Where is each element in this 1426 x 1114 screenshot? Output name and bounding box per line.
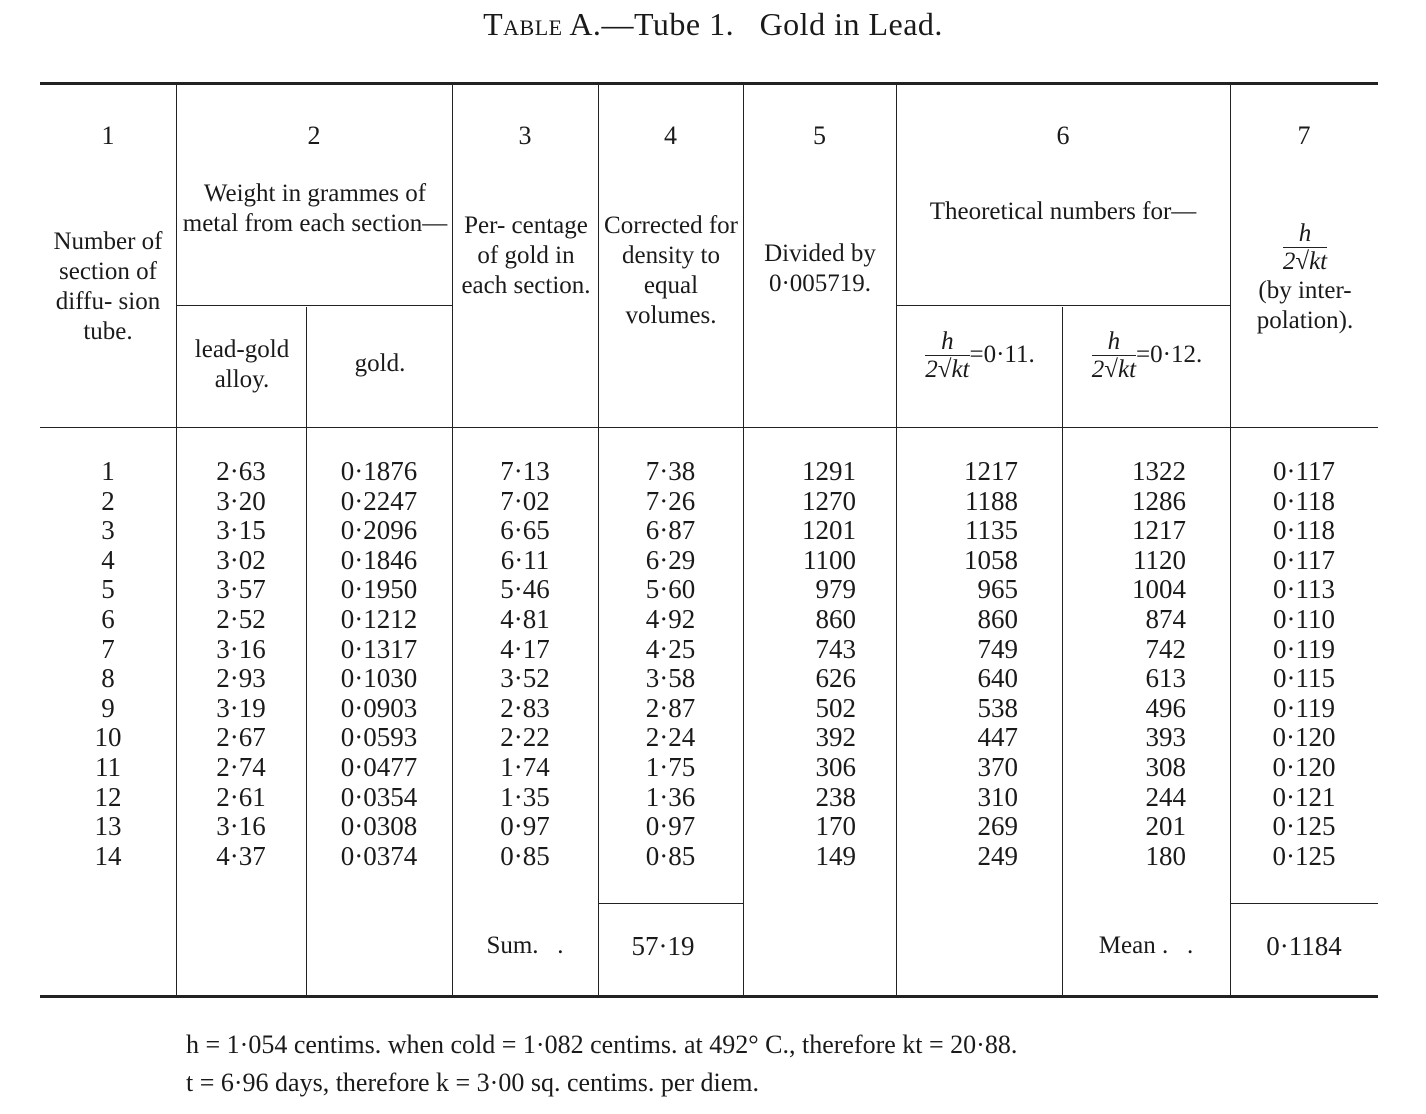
column-theoretical-012-cell: 496 (1145, 692, 1186, 723)
column-percentage-cell: 0·97 (500, 811, 550, 842)
column-gold-cell: 0·1876 (340, 456, 418, 486)
col-number-3: 3 (518, 121, 532, 150)
column-divided-cell: 238 (815, 781, 856, 812)
column-corrected-cell: 4·92 (645, 603, 696, 634)
sum-value: 57·19 (631, 931, 695, 961)
column-theoretical-011-cell: 269 (977, 811, 1018, 842)
subheader-rule (176, 305, 452, 306)
fraction-h-over-2-root-kt (925, 329, 969, 384)
column-section-cell: 12 (94, 781, 122, 812)
mean-label: Mean . . (1098, 932, 1194, 959)
column-gold-cell: 0·1846 (340, 544, 418, 575)
column-alloy-cell: 3·16 (216, 811, 266, 842)
table-label: Table A. (483, 6, 602, 42)
column-alloy-cell: 2·61 (216, 781, 266, 812)
column-percentage-cell: 2·83 (500, 692, 550, 723)
column-percentage-cell: 7·02 (500, 485, 550, 516)
interpolation-note: (by inter- polation). (1256, 277, 1354, 334)
column-gold-cell: 0·2247 (340, 485, 418, 516)
column-theoretical-012-cell: 201 (1145, 811, 1186, 842)
column-percentage-cell: 2·22 (500, 722, 550, 753)
column-theoretical-011-cell: 1058 (964, 544, 1018, 575)
column-interpolation-cell: 0·120 (1272, 722, 1336, 753)
column-corrected-cell: 5·60 (645, 574, 696, 605)
fraction-numerator: h (1298, 220, 1312, 247)
column-interpolation-cell: 0·121 (1272, 781, 1336, 812)
column-alloy-cell: 2·67 (216, 722, 266, 753)
column-alloy-cell: 4·37 (216, 840, 266, 871)
footnote-1: h = 1·054 centims. when cold = 1·082 centims. at 492° C., therefore kt = 20·88. (186, 1030, 1018, 1059)
column-interpolation-cell: 0·118 (1273, 485, 1335, 516)
column-gold (306, 457, 452, 871)
column-gold-cell: 0·0593 (340, 722, 418, 753)
column-alloy-cell: 2·52 (216, 603, 266, 634)
column-theoretical-011-cell: 310 (977, 781, 1018, 812)
col-number-7: 7 (1297, 121, 1311, 150)
column-corrected-cell: 4·25 (645, 633, 696, 664)
header-section-number: Number of section of diffu- sion tube. (53, 228, 163, 345)
column-theoretical-012-cell: 874 (1145, 603, 1186, 634)
column-alloy-cell: 3·02 (216, 544, 266, 575)
column-corrected-cell: 7·38 (645, 456, 696, 486)
col-number-6: 6 (1056, 121, 1070, 150)
column-corrected-cell: 0·85 (645, 840, 696, 871)
column-interpolation-cell: 0·125 (1272, 811, 1336, 842)
header-divided: Divided by 0·005719. (764, 240, 876, 297)
header-theoretical: Theoretical numbers for— (929, 198, 1197, 225)
column-alloy-cell: 3·57 (216, 574, 266, 605)
column-corrected-cell: 7·26 (645, 485, 696, 516)
column-section-cell: 11 (95, 751, 121, 782)
column-theoretical-011-cell: 538 (977, 692, 1018, 723)
column-theoretical-012-cell: 742 (1145, 633, 1186, 664)
column-theoretical-012-cell: 244 (1145, 781, 1186, 812)
col-number-2: 2 (307, 121, 321, 150)
column-theoretical-012-cell: 1004 (1132, 574, 1186, 605)
column-section-cell: 5 (101, 574, 115, 605)
header-lead-gold-alloy: lead-gold alloy. (194, 336, 290, 393)
column-theoretical-011-cell: 640 (977, 663, 1018, 694)
column-section-cell: 6 (101, 603, 115, 634)
column-corrected-cell: 1·36 (645, 781, 696, 812)
column-theoretical-011-cell: 965 (977, 574, 1018, 605)
column-corrected-cell: 6·87 (645, 515, 696, 546)
column-divided-cell: 1291 (802, 456, 856, 486)
column-theoretical-012-cell: 393 (1145, 722, 1186, 753)
column-divided-cell: 743 (815, 633, 856, 664)
column-section (40, 457, 176, 871)
column-theoretical-012-cell: 1120 (1133, 544, 1186, 575)
column-percentage-cell: 4·17 (500, 633, 550, 664)
theoretical-value-011: =0·11. (969, 341, 1035, 369)
column-divided-cell: 1100 (803, 544, 856, 575)
column-alloy-cell: 2·93 (216, 663, 266, 694)
column-interpolation (1230, 457, 1378, 871)
column-divided-cell: 170 (815, 811, 856, 842)
column-gold-cell: 0·0477 (340, 751, 418, 782)
column-interpolation-cell: 0·119 (1273, 692, 1335, 723)
header-interpolation (1232, 221, 1378, 336)
column-divided-cell: 149 (815, 840, 856, 871)
column-interpolation-cell: 0·120 (1272, 751, 1336, 782)
column-gold-cell: 0·0903 (340, 692, 418, 723)
data-table (40, 82, 1378, 998)
subheader-rule (896, 305, 1230, 306)
column-percentage-cell: 7·13 (500, 456, 550, 486)
column-corrected-cell: 2·24 (645, 722, 696, 753)
fraction-denominator: 2√kt (1091, 356, 1137, 383)
column-section-cell: 9 (101, 692, 115, 723)
column-divided (743, 457, 896, 871)
column-divided-cell: 860 (815, 603, 856, 634)
column-gold-cell: 0·1950 (340, 574, 418, 605)
column-gold-cell: 0·0354 (340, 781, 418, 812)
column-section-cell: 13 (94, 811, 122, 842)
column-theoretical-012-cell: 613 (1145, 663, 1186, 694)
column-corrected-cell: 0·97 (645, 811, 696, 842)
header-corrected: Corrected for density to equal volumes. (604, 212, 738, 329)
column-theoretical-011-cell: 1217 (964, 456, 1018, 486)
mean-rule (1230, 903, 1378, 904)
fraction-denominator: 2√kt (1282, 248, 1328, 275)
sum-rule (598, 903, 743, 904)
column-corrected (598, 457, 743, 871)
table-title (0, 6, 1426, 43)
column-section-cell: 2 (101, 485, 115, 516)
column-interpolation-cell: 0·119 (1273, 633, 1335, 664)
column-interpolation-cell: 0·117 (1273, 456, 1335, 486)
column-theoretical-011-cell: 370 (977, 751, 1018, 782)
fraction-h-over-2-root-kt (1283, 221, 1327, 276)
fraction-h-over-2-root-kt (1092, 329, 1136, 384)
column-divided-cell: 1270 (802, 485, 856, 516)
header-gold: gold. (354, 350, 406, 377)
column-gold-cell: 0·2096 (340, 515, 418, 546)
header-theoretical-011 (898, 329, 1062, 384)
header-weight: Weight in grammes of metal from each section— (182, 180, 448, 237)
column-alloy-cell: 3·20 (216, 485, 266, 516)
column-interpolation-cell: 0·115 (1273, 663, 1335, 694)
table-title-rest: —Tube 1. Gold in Lead. (601, 6, 943, 42)
column-divided-cell: 626 (815, 663, 856, 694)
column-corrected-cell: 2·87 (645, 692, 696, 723)
column-section-cell: 10 (94, 722, 122, 753)
column-corrected-cell: 6·29 (645, 544, 696, 575)
column-gold-cell: 0·0374 (340, 840, 418, 871)
column-section-cell: 8 (101, 663, 115, 694)
column-percentage-cell: 6·65 (500, 515, 550, 546)
column-percentage (452, 457, 598, 871)
column-section-cell: 7 (101, 633, 115, 664)
column-interpolation-cell: 0·117 (1273, 544, 1335, 575)
column-divided-cell: 502 (815, 692, 856, 723)
column-percentage-cell: 0·85 (500, 840, 550, 871)
column-percentage-cell: 4·81 (500, 603, 550, 634)
column-percentage-cell: 3·52 (500, 663, 550, 694)
col-number-5: 5 (813, 121, 826, 150)
column-theoretical-011-cell: 749 (977, 633, 1018, 664)
col-number-4: 4 (664, 121, 677, 150)
column-theoretical-011-cell: 1135 (965, 515, 1018, 546)
column-section-cell: 4 (101, 544, 115, 575)
column-percentage-cell: 1·74 (500, 751, 550, 782)
column-alloy (176, 457, 306, 871)
column-alloy-cell: 3·19 (216, 692, 266, 723)
column-theoretical-011-cell: 860 (977, 603, 1018, 634)
column-theoretical-012-cell: 180 (1145, 840, 1186, 871)
column-divided-cell: 1201 (802, 515, 856, 546)
column-theoretical-012-cell: 1322 (1132, 456, 1186, 486)
column-interpolation-cell: 0·110 (1273, 603, 1335, 634)
column-alloy-cell: 2·74 (216, 751, 266, 782)
header-rule (40, 427, 1378, 428)
column-gold-cell: 0·0308 (340, 811, 418, 842)
column-interpolation-cell: 0·125 (1272, 840, 1336, 871)
theoretical-value-012: =0·12. (1136, 341, 1203, 369)
column-theoretical-012-cell: 1286 (1132, 485, 1186, 516)
column-divided-cell: 392 (815, 722, 856, 753)
fraction-denominator: 2√kt (925, 356, 970, 383)
fraction-numerator: h (941, 328, 954, 355)
column-gold-cell: 0·1317 (340, 633, 418, 664)
column-divided-cell: 979 (815, 574, 856, 605)
column-theoretical-011 (896, 457, 1062, 871)
sum-label: Sum. . (486, 932, 564, 959)
column-theoretical-011-cell: 447 (977, 722, 1018, 753)
header-percentage: Per- centage of gold in each section. (461, 212, 591, 299)
column-corrected-cell: 1·75 (645, 751, 696, 782)
column-section-cell: 14 (94, 840, 122, 871)
fraction-numerator: h (1107, 328, 1121, 355)
column-theoretical-012 (1062, 457, 1230, 871)
footnote-2: t = 6·96 days, therefore k = 3·00 sq. centims. per diem. (186, 1068, 760, 1097)
column-section-cell: 1 (101, 456, 115, 486)
column-theoretical-012-cell: 308 (1145, 751, 1186, 782)
column-alloy-cell: 3·15 (216, 515, 266, 546)
column-theoretical-011-cell: 249 (977, 840, 1018, 871)
column-divided-cell: 306 (815, 751, 856, 782)
header-theoretical-012 (1064, 329, 1230, 384)
column-corrected-cell: 3·58 (645, 663, 696, 694)
column-alloy-cell: 3·16 (216, 633, 266, 664)
column-interpolation-cell: 0·118 (1273, 515, 1335, 546)
column-theoretical-011-cell: 1188 (965, 485, 1018, 516)
mean-value: 0·1184 (1266, 931, 1342, 961)
column-interpolation-cell: 0·113 (1273, 574, 1335, 605)
column-gold-cell: 0·1030 (340, 663, 418, 694)
column-theoretical-012-cell: 1217 (1132, 515, 1186, 546)
column-percentage-cell: 1·35 (500, 781, 550, 812)
col-number-1: 1 (101, 121, 115, 150)
column-gold-cell: 0·1212 (340, 603, 418, 634)
column-alloy-cell: 2·63 (216, 456, 266, 486)
column-percentage-cell: 6·11 (500, 544, 550, 575)
column-section-cell: 3 (101, 515, 115, 546)
column-percentage-cell: 5·46 (500, 574, 550, 605)
